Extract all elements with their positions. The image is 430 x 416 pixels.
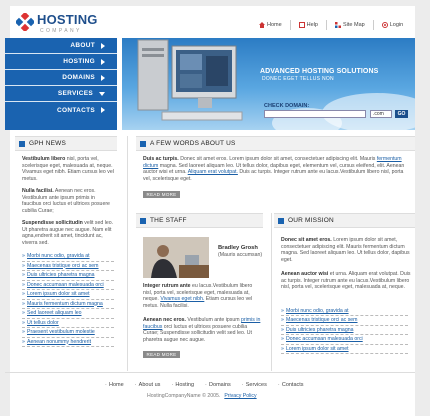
news-link[interactable]: Duis ultricies pharetra magna — [27, 272, 95, 278]
column-divider — [127, 136, 128, 371]
nav-hosting[interactable] — [5, 54, 117, 70]
arrow-down-icon — [99, 92, 105, 96]
list-item — [22, 319, 114, 329]
news-link[interactable]: Praesent vestibulum molestie — [27, 329, 95, 335]
footer-divider — [5, 372, 415, 373]
section-title: A FEW WORDS ABOUT US — [150, 140, 236, 147]
list-item — [22, 290, 114, 300]
mission-link[interactable]: Donec accumsan malesuada orci — [286, 336, 363, 343]
hero-title: ADVANCED HOSTING SOLUTIONS — [260, 68, 379, 75]
footer-nav — [105, 382, 315, 388]
about-link[interactable]: Aliquam erat volutpat. — [187, 169, 238, 175]
arrow-right-icon — [101, 107, 105, 113]
nav-label: HOSTING — [63, 58, 95, 65]
domain-input[interactable] — [264, 110, 366, 118]
mission-link[interactable]: Lorem ipsum dolor sit amet — [286, 345, 349, 352]
about-body: magna. Sed laoreet aliquam leo. Ut tellus dolor, dapibus eget, elementum vel, cursus eleifend, elit. Aenean auctor wisi et urna. — [143, 162, 405, 175]
nav-contacts[interactable] — [5, 102, 117, 118]
person-illustration — [143, 237, 209, 278]
about-header — [136, 136, 415, 151]
news-lead: Nulla facilisi. — [22, 188, 54, 194]
nav-domains[interactable] — [5, 70, 117, 86]
copyright — [147, 393, 257, 399]
news-item — [22, 220, 114, 246]
news-links — [22, 252, 114, 347]
logo-mark-icon — [16, 13, 34, 31]
topnav-label: Help — [306, 22, 318, 28]
logo[interactable] — [16, 10, 116, 36]
mission-lead: Donec sit amet eros. — [281, 237, 332, 243]
square-bullet-icon — [278, 218, 284, 224]
about-link[interactable]: fermentum dictum — [143, 156, 402, 169]
list-item — [281, 316, 408, 325]
check-domain-label: CHECK DOMAIN: — [264, 103, 310, 109]
sitemap-icon — [335, 22, 341, 28]
staff-lead: Integer rutrum ante — [143, 283, 191, 289]
nav-label: DOMAINS — [62, 74, 95, 81]
list-item — [22, 271, 114, 281]
section-title: GPH NEWS — [29, 140, 66, 147]
square-bullet-icon — [140, 218, 146, 224]
staff-role: (Mauris accumsan) — [218, 252, 263, 258]
logo-title: HOSTING — [37, 12, 98, 27]
footer-link-domains[interactable]: · Domains — [205, 382, 231, 388]
nav-label: CONTACTS — [56, 106, 95, 114]
mission-body: Lorem ipsum dolor sit amet, consectetuer adipiscing elit. Mauris fermentum dictum magna. Sed laoreet aliquam leo. Ut tellus dolor, dapibus eget. — [281, 237, 410, 263]
list-item — [22, 262, 114, 272]
news-link[interactable]: Morbi nunc odio, gravida at — [27, 253, 90, 259]
hero-subtitle: DONEC EGET TELLUS NON — [262, 76, 334, 82]
list-item — [281, 335, 408, 344]
about-body: Donec sit amet eros. Lorem ipsum dolor sit amet, consectetuer adipiscing elit. Mauris — [178, 156, 377, 162]
mission-body: et urna. Aliquam erat volutpat. Duis ac turpis. Integer rutrum ante eu lacus.Vestibulum libero nisl, porta vel, scelerisque eget, malesuada at, neque. — [281, 271, 411, 290]
about-read-more-button[interactable]: READ MORE — [143, 191, 180, 198]
list-item — [22, 309, 114, 319]
list-item — [281, 307, 408, 316]
footer-link-hosting[interactable]: · Hosting — [171, 382, 194, 388]
news-link[interactable]: Sed laoreet aliquam leo — [27, 310, 82, 316]
logo-tagline: COMPANY — [40, 28, 82, 34]
topnav-label: Home — [267, 22, 282, 28]
staff-text — [143, 283, 261, 309]
go-button[interactable]: GO — [395, 110, 408, 118]
top-nav — [259, 20, 411, 30]
copyright-text: HostingCompanyName © 2005. — [147, 393, 221, 399]
staff-body: eu lacus.Vestibulum libero nisl, porta vel, scelerisque eget, malesuada at, neque. — [143, 283, 253, 302]
staff-link[interactable]: Vivamus eget nibh. — [160, 296, 205, 302]
mission-text — [281, 237, 411, 263]
computer-illustration — [132, 38, 252, 130]
news-link[interactable]: Ut tellus dolor — [27, 319, 59, 326]
footer-link-home[interactable]: · Home — [105, 382, 124, 388]
staff-read-more-button[interactable]: READ MORE — [143, 351, 180, 358]
news-link[interactable]: Lorem ipsum dolor sit amet — [27, 291, 90, 297]
mission-link[interactable]: Morbi nunc odio, gravida at — [286, 308, 349, 314]
help-icon — [299, 22, 305, 28]
news-lead: Vestibulum libero — [22, 156, 66, 162]
home-icon — [259, 22, 265, 28]
section-title: OUR MISSION — [288, 217, 334, 224]
news-link[interactable]: Mauris fermentum dictum magna — [27, 300, 103, 307]
tld-select[interactable] — [370, 110, 392, 118]
square-bullet-icon — [19, 141, 25, 147]
staff-body: Etiam cursus leo vel metus. Nulla facilisi. — [143, 296, 253, 309]
hero-banner — [122, 38, 415, 130]
privacy-policy-link[interactable]: Privacy Policy — [224, 393, 257, 399]
topnav-sitemap[interactable] — [326, 20, 373, 30]
footer-link-about[interactable]: · About us — [135, 382, 161, 388]
staff-name: Bradley Grosh — [218, 245, 258, 251]
news-body: Aenean nec eros. Vestibulum ante ipsum primis in faucibus orci luctus et ultrices posuere cubilia Curae; — [22, 188, 110, 214]
news-body: nisl, porta vel, scelerisque eget, malesuada at, neque. Vivamus eget nibh. Etiam cursus leo vel metus. — [22, 156, 114, 182]
square-bullet-icon — [140, 141, 146, 147]
tld-value: .com — [373, 111, 384, 117]
staff-header — [136, 213, 263, 228]
arrow-right-icon — [101, 59, 105, 65]
staff-body: orci luctus et ultrices posuere cubilia Curae; Suspendisse sollicitudin velit sed leo. Ut pharetra augue nec augue. — [143, 323, 252, 343]
footer-link-services[interactable]: · Services — [242, 382, 267, 388]
staff-link[interactable]: primis in faucibus — [143, 317, 261, 330]
mission-links — [281, 307, 408, 354]
mission-header — [274, 213, 415, 228]
mission-lead: Aenean auctor wisi — [281, 271, 329, 277]
nav-label: SERVICES — [57, 90, 93, 97]
column-divider — [271, 213, 272, 371]
topnav-label: Login — [389, 22, 404, 28]
about-body: Duis ac turpis. Integer rutrum ante eu lacus.Vestibulum libero nisl, porta vel, scelerisque eget. — [143, 169, 404, 182]
login-icon — [382, 22, 388, 28]
arrow-right-icon — [101, 43, 105, 49]
mission-link[interactable]: Duis ultricies pharetra magna — [286, 326, 354, 333]
news-link[interactable]: Maecenas tristique orci ac sem — [27, 262, 99, 269]
main-nav — [5, 38, 117, 130]
footer-link-contacts[interactable]: · Contacts — [278, 382, 304, 388]
arrow-right-icon — [101, 75, 105, 81]
list-item — [281, 326, 408, 335]
list-item — [281, 345, 408, 354]
news-link[interactable]: Aenean nonummy hendrerit — [27, 338, 92, 345]
news-item — [22, 156, 114, 182]
topnav-help[interactable] — [290, 20, 326, 30]
news-lead: Suspendisse sollicitudin — [22, 220, 83, 226]
section-title: THE STAFF — [150, 217, 187, 224]
list-item — [22, 252, 114, 262]
about-lead: Duis ac turpis. — [143, 156, 179, 162]
nav-services[interactable] — [5, 86, 117, 102]
staff-body: Vestibulum ante ipsum — [185, 317, 242, 323]
staff-photo — [143, 237, 209, 278]
news-item — [22, 188, 114, 214]
staff-lead: Aenean nec eros. — [143, 317, 186, 323]
topnav-label: Site Map — [342, 22, 365, 28]
list-item — [22, 281, 114, 291]
topnav-login[interactable] — [373, 20, 411, 30]
list-item — [22, 300, 114, 310]
mission-link[interactable]: Maecenas tristique orci ac sem — [286, 317, 358, 324]
about-text — [143, 156, 411, 182]
list-item — [22, 338, 114, 348]
news-link[interactable]: Donec accumsan malesuada orci — [27, 281, 104, 288]
nav-label: ABOUT — [70, 42, 95, 49]
mission-text-2 — [281, 271, 411, 291]
topnav-home[interactable] — [259, 20, 290, 30]
news-body: velit sed leo. Ut pharetra augue nec augue. Nam elit agna,endrerit sit amet, tincidunt ac, viverra sed. — [22, 220, 114, 246]
news-column — [22, 156, 114, 347]
nav-about[interactable] — [5, 38, 117, 54]
list-item — [22, 328, 114, 338]
staff-text-2 — [143, 317, 261, 343]
news-header — [15, 136, 117, 151]
